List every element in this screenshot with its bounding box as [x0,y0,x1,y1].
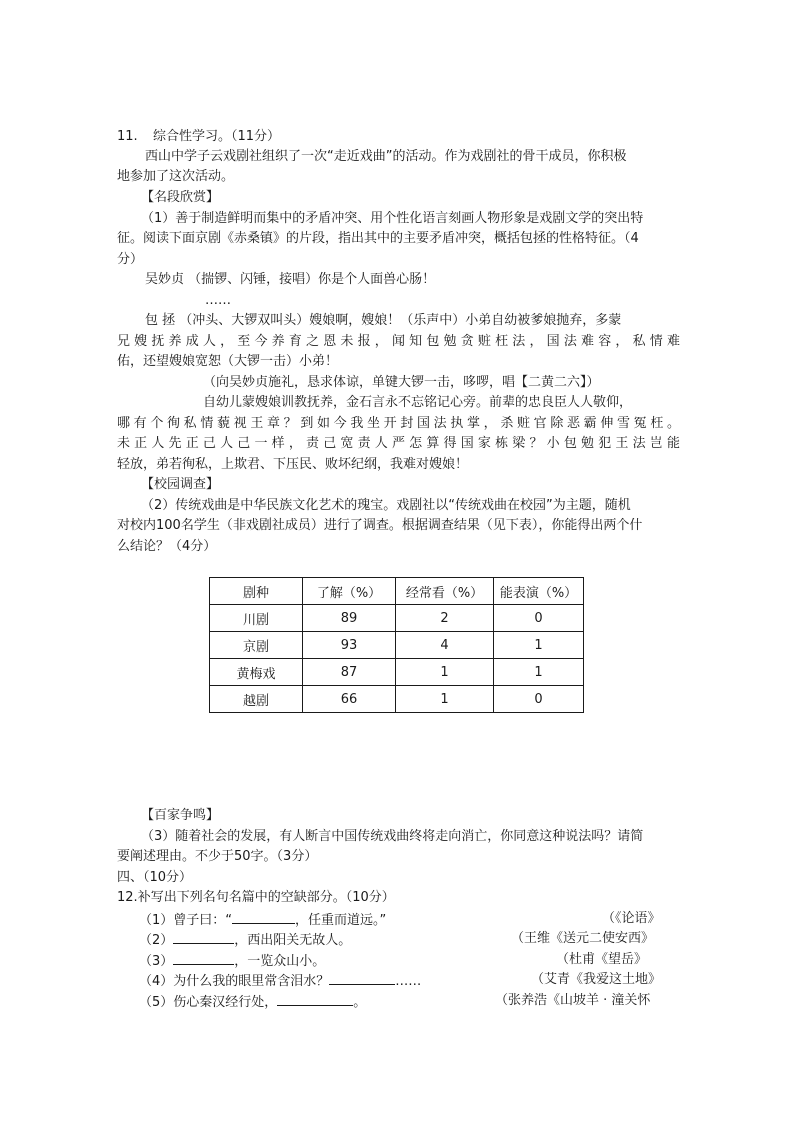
table-cell: 0 [494,605,584,632]
section-heading-appreciation: 【名段欣赏】 [141,190,220,205]
stage-direction: （向吴妙贞施礼，恳求体谅，单键大锣一击，哆啰，唱【二黄二六】） [203,375,600,390]
q12-item-1 [139,909,386,931]
table-cell: 89 [303,605,396,632]
aria-line-1: 自幼儿蒙嫂娘训教抚养，金石言永不忘铭记心旁。前辈的忠良臣人人敬仰， [203,395,633,410]
table-cell: 川剧 [210,605,303,632]
q11-intro-line2: 地参加了这次活动。 [117,169,235,184]
q12-item-5 [139,991,366,1013]
script-line-bao-2: 兄嫂抚养成人，至今养育之恩未报，闻知包勉贪赃枉法，国法难容，私情难 [117,334,680,349]
script-line-bao: 包 拯 （冲头、大锣双叫头）嫂娘啊，嫂娘！（乐声中）小弟自幼被爹娘抛弃，多蒙 [145,313,622,328]
aria-line-2: 哪有个徇私情藐视王章？到如今我坐开封国法执掌，杀赃官除恶霸伸雪冤枉。 [117,416,680,431]
table-cell: 2 [396,605,494,632]
table-row [210,686,584,713]
q11-intro-line1: 西山中学子云戏剧社组织了一次“走近戏曲”的活动。作为戏剧社的骨干成员，你积极 [145,149,627,164]
table-row [210,632,584,659]
table-cell: 1 [494,659,584,686]
q12-item-5-source: （张养浩《山坡羊 · 潼关怀 [495,993,651,1008]
table-header-cell: 能表演（%） [494,578,584,605]
q12-item-5-prefix: （5）伤心秦汉经行处， [139,995,278,1010]
script-line-bao-3: 佑，还望嫂娘宽恕（大锣一击）小弟！ [117,354,339,369]
q12-item-4-suffix: …… [395,974,422,989]
part-four-heading: 四、（10分） [117,870,193,885]
q12-item-5-suffix: 。 [353,995,367,1010]
q12-item-2-prefix: （2） [139,933,174,948]
answer-blank[interactable] [173,950,234,965]
table-cell: 4 [396,632,494,659]
table-row [210,659,584,686]
table-cell: 黄梅戏 [210,659,303,686]
q12-item-3-suffix: ，一览众山小。 [234,954,326,969]
q12-item-1-source: （《论语》 [602,911,661,926]
table-cell: 越剧 [210,686,303,713]
q11-number: 11. [117,129,138,144]
q11-title [117,127,280,147]
table-header-cell: 了解（%） [303,578,396,605]
q12-item-2 [139,929,351,951]
table-header-cell: 经常看（%） [396,578,494,605]
table-header-cell: 剧种 [210,578,303,605]
q12-item-1-suffix: ，任重而道远。” [295,913,387,928]
table-cell: 87 [303,659,396,686]
answer-blank[interactable] [232,909,295,924]
aria-line-4: 轻放，弟若徇私，上欺君、下压民、败坏纪纲，我难对嫂娘！ [117,457,469,472]
q12-title [117,888,395,908]
q11-part2-line3: 么结论？（4分） [117,539,217,554]
answer-blank[interactable] [173,929,234,944]
q11-part1-line3: 分） [117,252,144,267]
answer-blank[interactable] [329,970,395,985]
q12-item-4 [139,970,421,992]
table-cell: 93 [303,632,396,659]
table-cell: 1 [396,686,494,713]
section-heading-debate: 【百家争鸣】 [141,808,220,823]
q12-title-text: 补写出下列名句名篇中的空缺部分。（10分） [137,890,395,905]
q11-part1-line2: 征。阅读下面京剧《赤桑镇》的片段，指出其中的主要矛盾冲突，概括包拯的性格特征。（4 [117,231,639,246]
q12-item-4-prefix: （4）为什么我的眼里常含泪水？ [139,974,330,989]
q12-item-2-source: （王维《送元二使安西》 [511,931,655,946]
aria-line-3: 未正人先正己人己一样，责己宽责人严怎算得国家栋梁？小包勉犯王法岂能 [117,436,680,451]
q12-item-1-prefix: （1）曾子曰：“ [139,913,233,928]
q11-title-text: 综合性学习。（11分） [153,129,281,144]
table-cell: 0 [494,686,584,713]
q12-item-3-source: （杜甫《望岳》 [556,952,648,967]
q12-item-2-suffix: ，西出阳关无故人。 [234,933,352,948]
script-line-wu: 吴妙贞 （揣锣、闪锤，接唱）你是个人面兽心肠！ [145,272,436,287]
q12-number: 12. [117,890,138,905]
q11-part2-line2: 对校内100名学生（非戏剧社成员）进行了调查。根据调查结果（见下表），你能得出两个什 [117,518,643,533]
q12-item-3-prefix: （3） [139,954,174,969]
script-ellipsis: …… [205,293,231,308]
q11-part1-line1: （1）善于制造鲜明而集中的矛盾冲突、用个性化语言刻画人物形象是戏剧文学的突出特 [141,211,644,226]
section-heading-survey: 【校园调查】 [141,477,220,492]
table-cell: 1 [494,632,584,659]
table-row [210,605,584,632]
table-cell: 66 [303,686,396,713]
q12-item-4-source: （艾青《我爱这土地》 [531,972,662,987]
table-cell: 京剧 [210,632,303,659]
q11-part3-line1: （3）随着社会的发展，有人断言中国传统戏曲终将走向消亡，你同意这种说法吗？请简 [141,829,644,844]
survey-table [209,577,584,713]
table-header-row [210,578,584,605]
q11-part3-line2: 要阐述理由。不少于50字。（3分） [117,849,318,864]
q11-part2-line1: （2）传统戏曲是中华民族文化艺术的瑰宝。戏剧社以“传统戏曲在校园”为主题，随机 [141,498,631,513]
answer-blank[interactable] [277,991,353,1006]
table-cell: 1 [396,659,494,686]
q12-item-3 [139,950,325,972]
